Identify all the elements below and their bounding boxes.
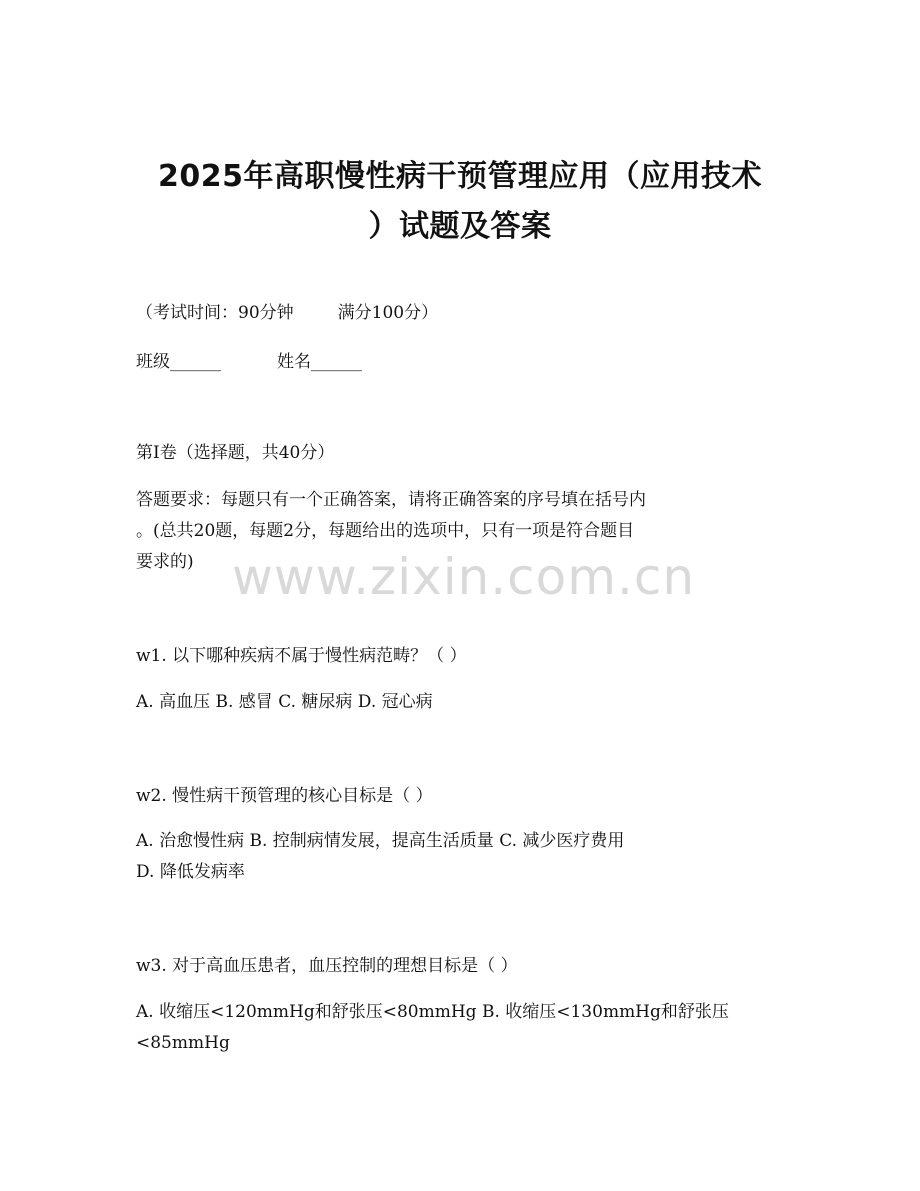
document-title-line-2: ）试题及答案 [368,209,552,244]
name-field: 姓名______ [277,352,362,372]
instructions-line-3: 要求的) [136,552,194,572]
question-3-options-line-1: A. 收缩压<120mmHg和舒张压<80mmHg B. 收缩压<130mmHg和舒张压 [136,1002,729,1022]
question-3-stem: w3. 对于高血压患者，血压控制的理想目标是（ ） [136,956,518,976]
question-2-options-line-1: A. 治愈慢性病 B. 控制病情发展，提高生活质量 C. 减少医疗费用 [136,831,625,851]
exam-score: 满分100分） [337,303,439,323]
question-2-options-line-2: D. 降低发病率 [136,862,245,882]
class-field: 班级______ [136,352,221,372]
student-fields [136,349,362,375]
question-1-options: A. 高血压 B. 感冒 C. 糖尿病 D. 冠心病 [136,692,433,712]
exam-time: （考试时间：90分钟 [136,303,294,323]
document-title-line-1: 2025年高职慢性病干预管理应用（应用技术 [158,159,762,194]
exam-info [136,300,438,326]
question-3-options-line-2: <85mmHg [136,1033,230,1053]
question-1-stem: w1. 以下哪种疾病不属于慢性病范畴？（ ） [136,646,467,666]
question-2-stem: w2. 慢性病干预管理的核心目标是（ ） [136,786,433,806]
section-heading: 第I卷（选择题，共40分） [136,443,335,463]
instructions-line-2: 。(总共20题，每题2分，每题给出的选项中，只有一项是符合题目 [136,521,635,541]
instructions-line-1: 答题要求：每题只有一个正确答案，请将正确答案的序号填在括号内 [136,490,646,510]
watermark-text: www.zixin.com.cn [232,548,696,606]
